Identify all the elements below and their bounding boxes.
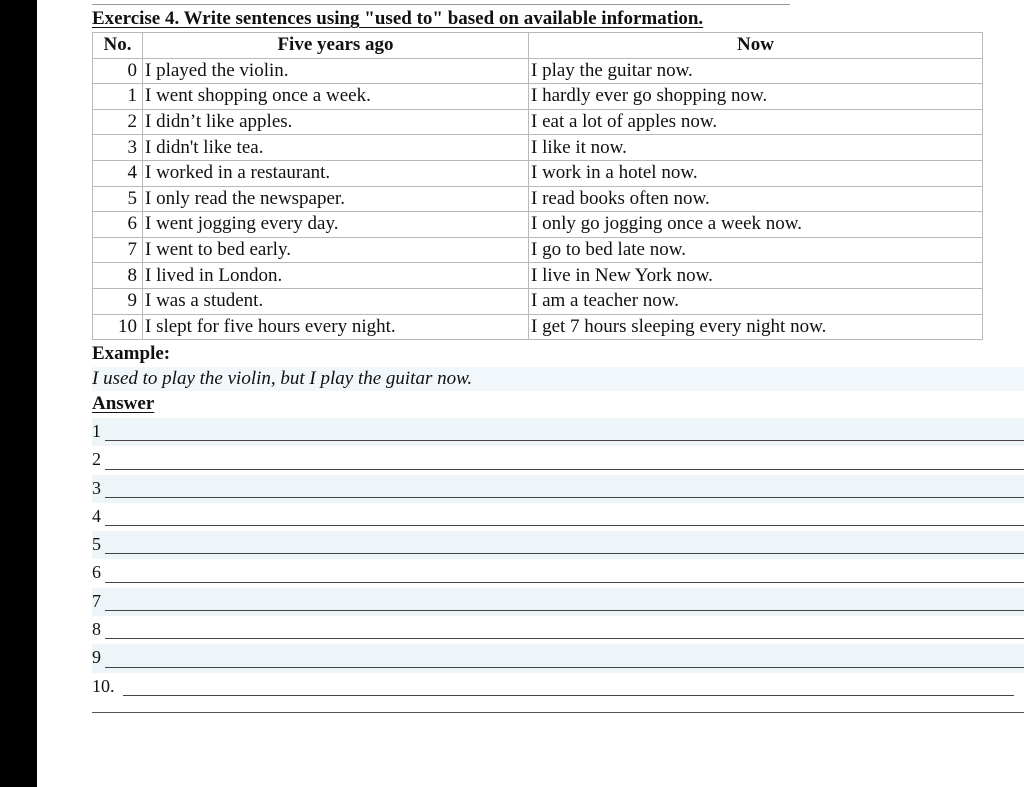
table-row bbox=[93, 84, 983, 110]
answer-number: 8 bbox=[92, 619, 101, 640]
answer-blank[interactable] bbox=[105, 525, 1024, 526]
five-years-ago-cell: I didn't like tea. bbox=[143, 135, 529, 161]
five-years-ago-cell: I slept for five hours every night. bbox=[143, 314, 529, 340]
answer-line-8[interactable] bbox=[92, 616, 1024, 644]
row-number: 8 bbox=[93, 263, 143, 289]
answer-line-6[interactable] bbox=[92, 559, 1024, 587]
answer-line-9[interactable] bbox=[92, 644, 1024, 672]
answer-line-3[interactable] bbox=[92, 475, 1024, 503]
row-number: 0 bbox=[93, 58, 143, 84]
answer-blank[interactable] bbox=[105, 667, 1024, 668]
example-label: Example: bbox=[92, 343, 171, 364]
table-row bbox=[93, 186, 983, 212]
answer-blank[interactable] bbox=[105, 469, 1024, 470]
five-years-ago-cell: I lived in London. bbox=[143, 263, 529, 289]
table-row bbox=[93, 58, 983, 84]
answer-number: 2 bbox=[92, 449, 101, 470]
answer-line-1[interactable] bbox=[92, 418, 1024, 446]
answer-line-4[interactable] bbox=[92, 503, 1024, 531]
answer-blank[interactable] bbox=[105, 497, 1024, 498]
answer-number: 9 bbox=[92, 647, 101, 668]
row-number: 5 bbox=[93, 186, 143, 212]
top-divider bbox=[92, 4, 790, 5]
exercise-title: Exercise 4. Write sentences using "used to" based on available information. bbox=[92, 8, 704, 29]
answer-number: 10. bbox=[92, 675, 115, 696]
answer-number: 6 bbox=[92, 562, 101, 583]
now-cell: I work in a hotel now. bbox=[529, 160, 983, 186]
bottom-divider bbox=[92, 712, 1024, 713]
example-sentence: I used to play the violin, but I play the guitar now. bbox=[92, 367, 1024, 391]
now-cell: I am a teacher now. bbox=[529, 288, 983, 314]
five-years-ago-cell: I played the violin. bbox=[143, 58, 529, 84]
row-number: 10 bbox=[93, 314, 143, 340]
now-cell: I eat a lot of apples now. bbox=[529, 109, 983, 135]
table-row bbox=[93, 288, 983, 314]
row-number: 9 bbox=[93, 288, 143, 314]
table-row bbox=[93, 109, 983, 135]
column-header-no: No. bbox=[93, 33, 143, 59]
answer-number: 1 bbox=[92, 421, 101, 441]
answer-blank[interactable] bbox=[123, 695, 1014, 696]
now-cell: I play the guitar now. bbox=[529, 58, 983, 84]
table-header-row bbox=[93, 33, 983, 59]
information-table bbox=[92, 32, 983, 340]
answer-blank[interactable] bbox=[105, 610, 1024, 611]
now-cell: I hardly ever go shopping now. bbox=[529, 84, 983, 110]
five-years-ago-cell: I was a student. bbox=[143, 288, 529, 314]
row-number: 6 bbox=[93, 212, 143, 238]
now-cell: I read books often now. bbox=[529, 186, 983, 212]
now-cell: I only go jogging once a week now. bbox=[529, 212, 983, 238]
row-number: 7 bbox=[93, 237, 143, 263]
now-cell: I live in New York now. bbox=[529, 263, 983, 289]
table-row bbox=[93, 212, 983, 238]
now-cell: I like it now. bbox=[529, 135, 983, 161]
answer-number: 4 bbox=[92, 505, 101, 526]
answer-blank[interactable] bbox=[105, 553, 1024, 554]
answer-number: 7 bbox=[92, 590, 101, 611]
answer-number: 3 bbox=[92, 477, 101, 498]
answer-blank[interactable] bbox=[105, 582, 1024, 583]
column-header-five-years-ago: Five years ago bbox=[143, 33, 529, 59]
table-row bbox=[93, 314, 983, 340]
answer-blank[interactable] bbox=[105, 440, 1024, 441]
five-years-ago-cell: I only read the newspaper. bbox=[143, 186, 529, 212]
five-years-ago-cell: I worked in a restaurant. bbox=[143, 160, 529, 186]
now-cell: I get 7 hours sleeping every night now. bbox=[529, 314, 983, 340]
answer-blank[interactable] bbox=[105, 638, 1024, 639]
row-number: 2 bbox=[93, 109, 143, 135]
now-cell: I go to bed late now. bbox=[529, 237, 983, 263]
answer-number: 5 bbox=[92, 534, 101, 555]
answer-line-5[interactable] bbox=[92, 531, 1024, 559]
answer-lines bbox=[92, 418, 1024, 701]
row-number: 1 bbox=[93, 84, 143, 110]
five-years-ago-cell: I went shopping once a week. bbox=[143, 84, 529, 110]
five-years-ago-cell: I went jogging every day. bbox=[143, 212, 529, 238]
answer-line-7[interactable] bbox=[92, 588, 1024, 616]
table-row bbox=[93, 160, 983, 186]
table-row bbox=[93, 135, 983, 161]
answer-line-2[interactable] bbox=[92, 446, 1024, 474]
column-header-now: Now bbox=[529, 33, 983, 59]
table-row bbox=[93, 263, 983, 289]
table-row bbox=[93, 237, 983, 263]
row-number: 4 bbox=[93, 160, 143, 186]
row-number: 3 bbox=[93, 135, 143, 161]
left-black-border bbox=[0, 0, 37, 787]
answer-line-10[interactable] bbox=[92, 673, 1024, 701]
five-years-ago-cell: I didn’t like apples. bbox=[143, 109, 529, 135]
five-years-ago-cell: I went to bed early. bbox=[143, 237, 529, 263]
answer-label: Answer bbox=[92, 393, 155, 414]
